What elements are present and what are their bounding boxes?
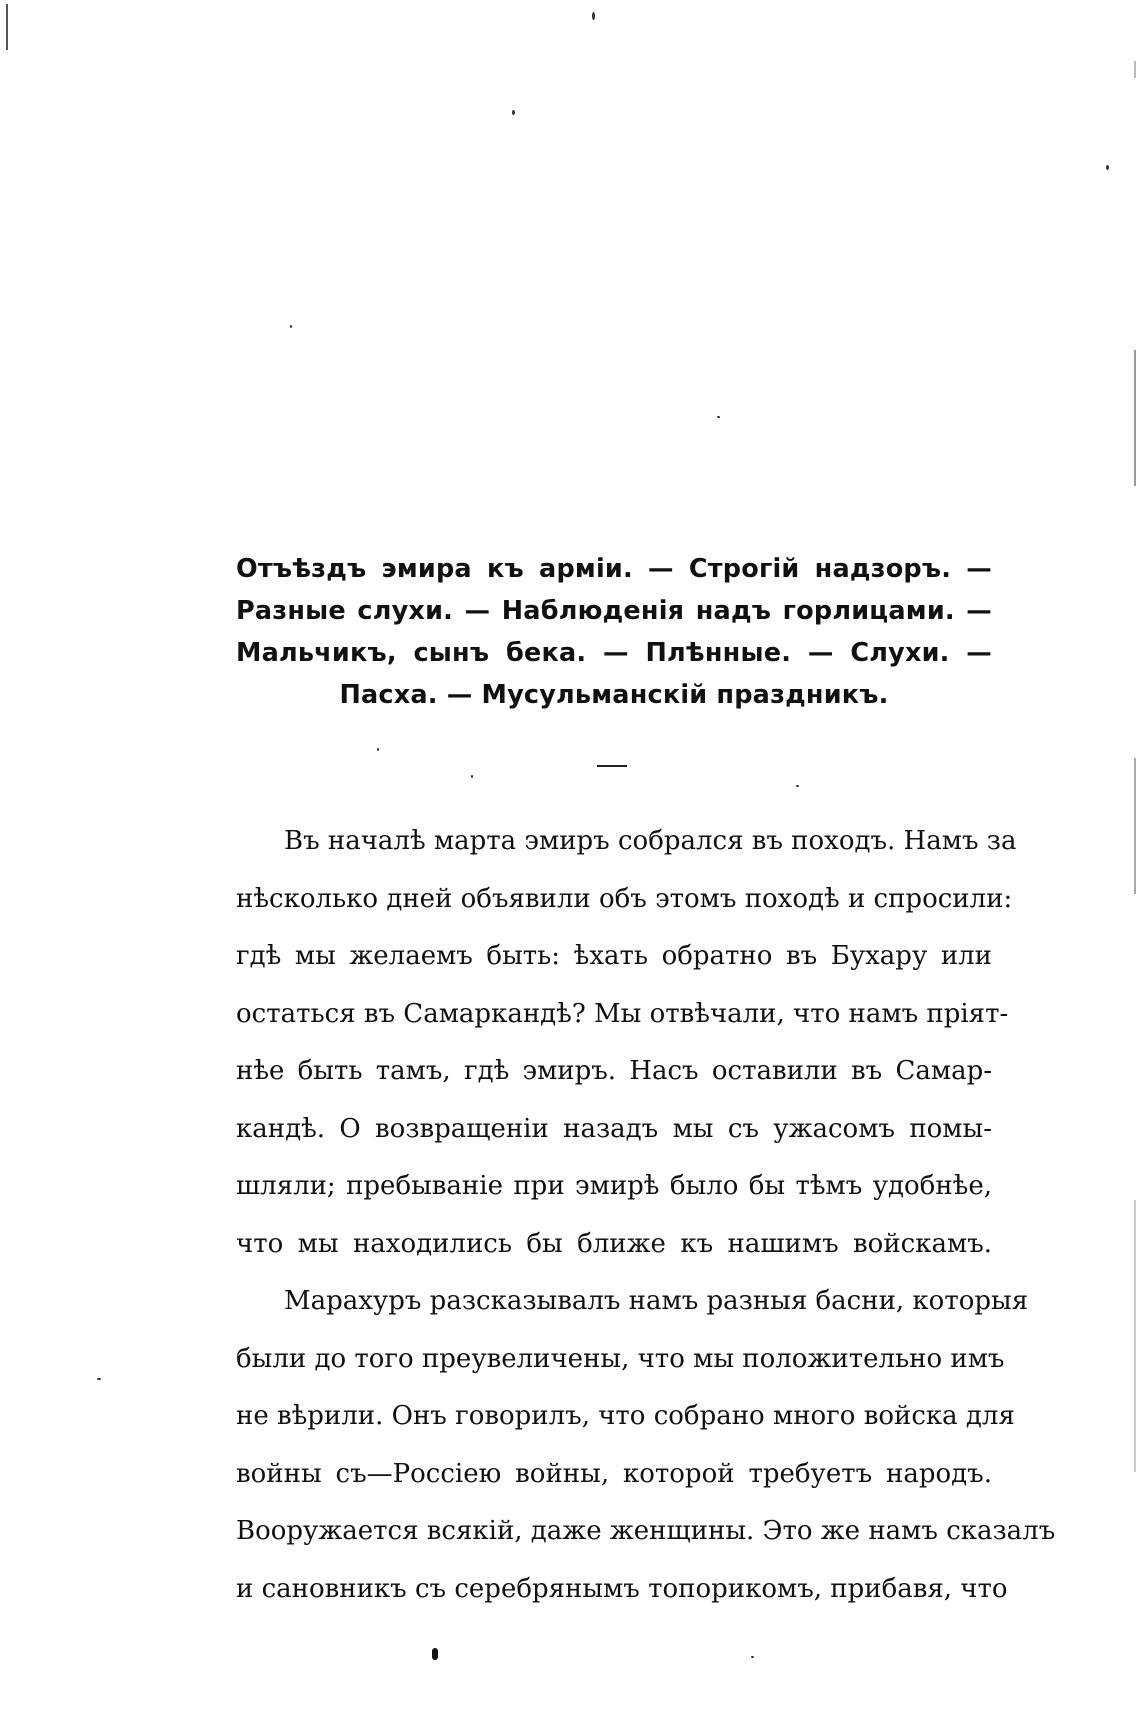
summary-line: Пасха. — Мусульманскій праздникъ.	[339, 680, 889, 710]
paragraph-2-line: и сановникъ съ серебрянымъ топорикомъ, прибавя, что	[236, 1573, 1008, 1604]
scan-speck	[1106, 165, 1109, 170]
scan-speck	[512, 110, 515, 115]
paragraph-1-line: нѣе быть тамъ, гдѣ эмиръ. Насъ оставили въ Самар-	[236, 1056, 992, 1086]
summary-line: Разные слухи. — Наблюденія надъ горлицами. —	[236, 596, 992, 626]
scan-speck	[592, 12, 595, 20]
paragraph-1-line: остаться въ Самаркандѣ? Мы отвѣчали, что намъ пріят-	[236, 998, 1009, 1029]
scan-speck	[717, 416, 720, 418]
paragraph-2-line: Вооружается всякій, даже женщины. Это же намъ сказалъ	[236, 1516, 1056, 1546]
scan-speck	[796, 785, 799, 787]
scan-speck	[377, 748, 379, 751]
paragraph-2-line: были до того преувеличены, что мы положительно имъ	[236, 1343, 1005, 1374]
paragraph-1-line: что мы находились бы ближе къ нашимъ войскамъ.	[236, 1228, 992, 1259]
page-edge-right	[1134, 10, 1136, 1710]
folio-mark	[432, 1648, 438, 1660]
scan-speck	[97, 1378, 101, 1380]
paragraph-2-line: Марахуръ разсказывалъ намъ разныя басни, которыя	[284, 1286, 1029, 1316]
summary-line: Мальчикъ, сынъ бека. — Плѣнные. — Слухи. —	[236, 638, 992, 668]
chapter-summary	[236, 548, 992, 716]
scan-speck	[751, 1656, 754, 1658]
scan-speck	[290, 325, 292, 328]
section-separator	[597, 765, 627, 767]
paragraph-1-line: гдѣ мы желаемъ быть: ѣхать обратно въ Бухару или	[236, 941, 992, 971]
paragraph-2-line: войны съ—Россіею войны, которой требуетъ народъ.	[236, 1458, 992, 1489]
paragraph-1-line: нѣсколько дней объявили объ этомъ походѣ и спросили:	[236, 883, 1013, 914]
body-text	[236, 813, 1056, 1618]
paragraph-1-line: кандѣ. О возвращеніи назадъ мы съ ужасомъ помы-	[236, 1113, 992, 1144]
paragraph-1-line: Въ началѣ марта эмиръ собрался въ походъ. Намъ за	[284, 826, 1017, 856]
summary-line: Отъѣздъ эмира къ арміи. — Строгій надзоръ. —	[236, 554, 992, 584]
scan-speck	[471, 775, 473, 778]
paragraph-2-line: не вѣрили. Онъ говорилъ, что собрано много войска для	[236, 1401, 1015, 1431]
page-edge-left	[6, 4, 8, 50]
paragraph-1-line: шляли; пребываніе при эмирѣ было бы тѣмъ удобнѣе,	[236, 1171, 992, 1201]
